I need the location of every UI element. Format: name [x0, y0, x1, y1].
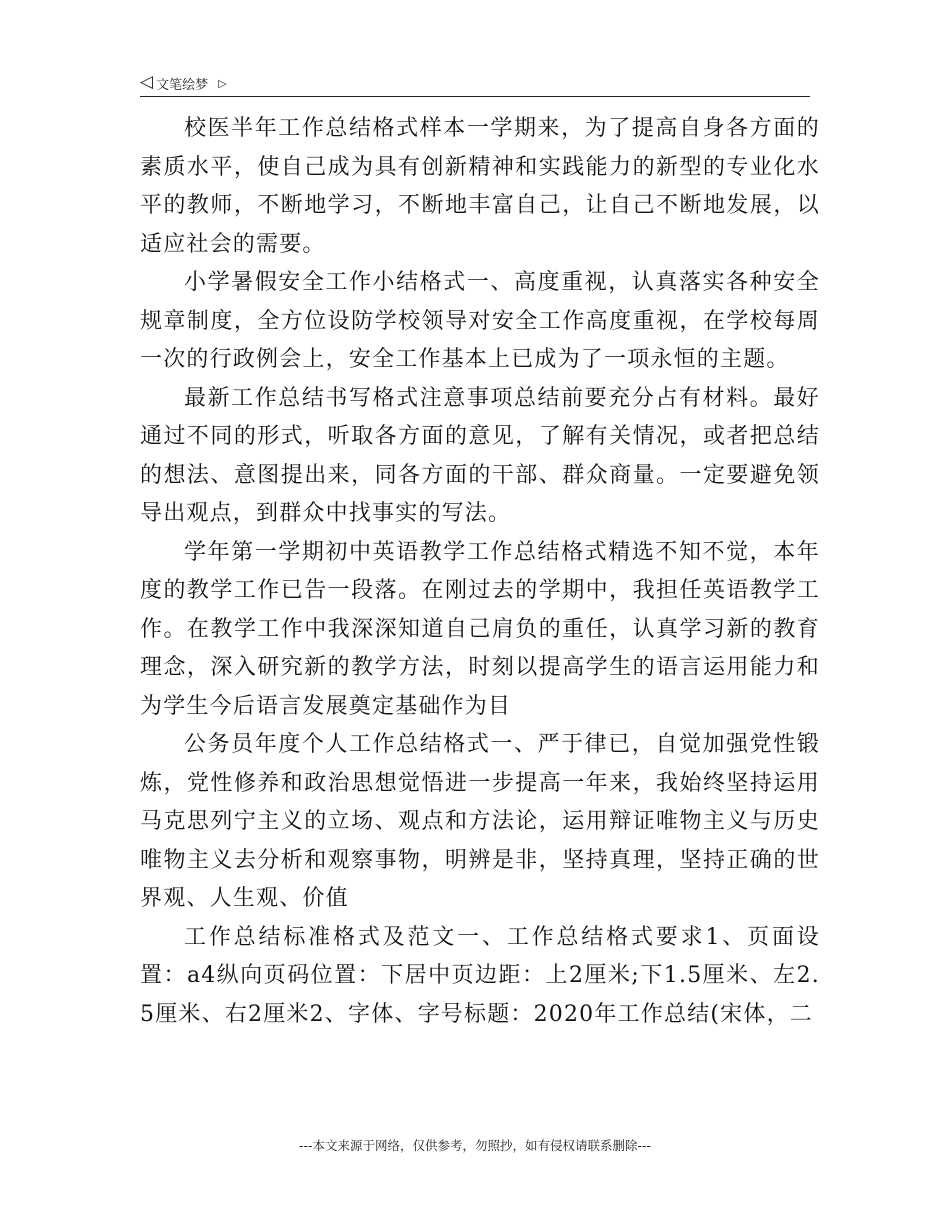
triangle-left-icon: ◁ — [140, 71, 154, 92]
page-footer: ---本文来源于网络，仅供参考，勿照抄，如有侵权请联系删除--- — [298, 1138, 652, 1153]
header-brand: 文笔绘梦 — [156, 77, 209, 93]
paragraph-4: 学年第一学期初中英语教学工作总结格式精选不知不觉，本年度的教学工作已告一段落。在刚过去的学期中，我担任英语教学工作。在教学工作中我深深知道自己肩负的重任，认真学习新的教育理念，深入研究新的教学方法，时刻以提高学生的语言运用能力和为学生今后语言发展奠定基础作为目 — [140, 539, 820, 719]
page-header — [140, 70, 810, 97]
document-body — [140, 110, 820, 1034]
triangle-right-icon: ▷ — [218, 76, 227, 90]
paragraph-6: 工作总结标准格式及范文一、工作总结格式要求1、页面设置：a4纵向页码位置：下居中页边距：上2厘米;下1.5厘米、左2.5厘米、右2厘米2、字体、字号标题：2020年工作总结(宋体，二 — [140, 924, 820, 1027]
paragraph-2: 小学暑假安全工作小结格式一、高度重视，认真落实各种安全规章制度，全方位设防学校领导对安全工作高度重视，在学校每周一次的行政例会上，安全工作基本上已成为了一项永恒的主题。 — [140, 270, 820, 372]
paragraph-5: 公务员年度个人工作总结格式一、严于律已，自觉加强党性锻炼，党性修养和政治思想觉悟进一步提高一年来，我始终坚持运用马克思列宁主义的立场、观点和方法论，运用辩证唯物主义与历史唯物主义去分析和观察事物，明辨是非，坚持真理，坚持正确的世界观、人生观、价值 — [140, 732, 820, 911]
paragraph-1: 校医半年工作总结格式样本一学期来，为了提高自身各方面的素质水平，使自己成为具有创新精神和实践能力的新型的专业化水平的教师，不断地学习，不断地丰富自己，让自己不断地发展，以适应社会的需要。 — [140, 116, 820, 257]
paragraph-3: 最新工作总结书写格式注意事项总结前要充分占有材料。最好通过不同的形式，听取各方面的意见，了解有关情况，或者把总结的想法、意图提出来，同各方面的干部、群众商量。一定要避免领导出观点，到群众中找事实的写法。 — [140, 385, 820, 526]
